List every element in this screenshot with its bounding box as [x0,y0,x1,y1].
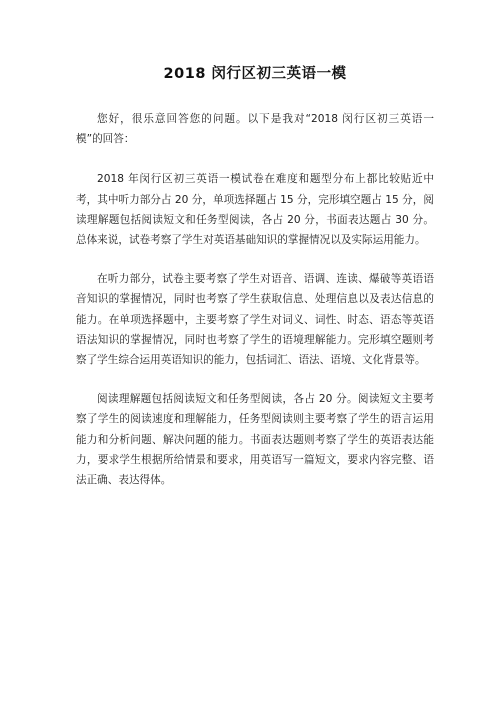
paragraph-listening-grammar: 在听力部分，试卷主要考察了学生对语音、语调、连读、爆破等英语语音知识的掌握情况，同时也考察了学生获取信息、处理信息以及表达信息的能力。在单项选择题中，主要考察了学生对词义、词性、时态、语态等英语语法知识的掌握情况，同时也考察了学生的语境理解能力。完形填空题则考察了学生综合运用英语知识的能力，包括词汇、语法、语境、文化背景等。 [76,273,434,367]
paragraph-intro: 您好，很乐意回答您的问题。以下是我对“2018 闵行区初三英语一模”的回答： [76,113,434,146]
paragraph-overview: 2018 年闵行区初三英语一模试卷在难度和题型分布上都比较贴近中考，其中听力部分占 20 分，单项选择题占 15 分，完形填空题占 15 分，阅读理解题包括阅读短文和任务型阅读，各占 20 分，书面表达题占 30 分。总体来说，试卷考察了学生对英语基础知识的掌握情况以及实际运用能力。 [76,173,434,247]
document-title: 2018 闵行区初三英语一模 [163,66,347,82]
paragraph-reading-writing: 阅读理解题包括阅读短文和任务型阅读，各占 20 分。阅读短文主要考察了学生的阅读速度和理解能力，任务型阅读则主要考察了学生的语言运用能力和分析问题、解决问题的能力。书面表达题则考察了学生的英语表达能力，要求学生根据所给情景和要求，用英语写一篇短文，要求内容完整、语法正确、表达得体。 [76,393,434,487]
